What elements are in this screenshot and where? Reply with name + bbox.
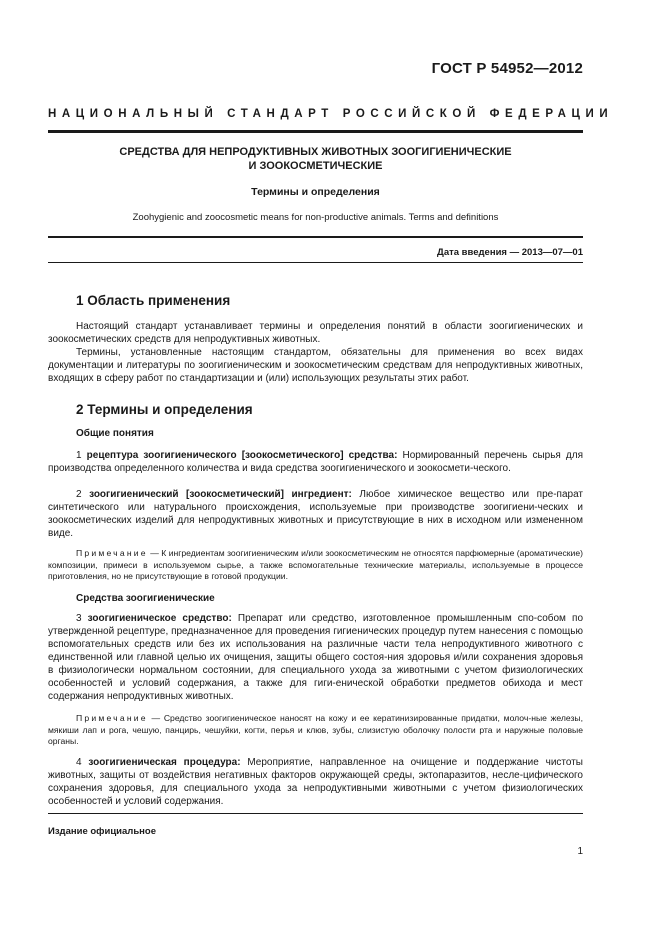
term-1-definition: Нормированный перечень сырья для производства определенного количества и вида средства зоогигиенического и зоокосмети-ческого. [48, 450, 584, 474]
term-1-term: рецептура зоогигиенического [зоокосметического] средства: [86, 450, 398, 461]
document-subtitle: Термины и определения [251, 186, 380, 198]
national-standard-header: НАЦИОНАЛЬНЫЙ СТАНДАРТ РОССИЙСКОЙ ФЕДЕРАЦИИ [48, 108, 614, 120]
term-4-number: 4 [76, 757, 82, 768]
term-4-definition: Мероприятие, направленное на очищение и поддержание чистоты животных, защиты от воздействия негативных факторов окружающей среды, эктопаразитов, несле-цифического сохранения здоровья, для специального ухода за непродуктивными животными с учетом физиологических особенностей и условий содержания. [48, 757, 583, 807]
note-1-label: Примечание [76, 548, 148, 558]
footer-rule [48, 813, 583, 814]
term-2-term: зоогигиенический [зоокосметический] ингредиент: [89, 489, 352, 500]
subsection-zoohygienic-means: Средства зоогигиенические [76, 593, 215, 604]
section-1-heading: 1 Область применения [76, 293, 231, 308]
title-line-2: И ЗООКОСМЕТИЧЕСКИЕ [248, 159, 383, 172]
section-1-paragraph-2: Термины, установленные настоящим стандартом, обязательны для применения во всех видах документации и литературы по зоогигиеническим и зоокосметическим средствам для непродуктивных животных, входящих в сферу работ по стандартизации и (или) использующих результаты этих работ. [48, 347, 583, 384]
gost-number: ГОСТ Р 54952—2012 [431, 60, 583, 77]
section-1-paragraph-1: Настоящий стандарт устанавливает термины и определения понятий в области зоогигиенических и зоокосметических средств для непродуктивных животных. [48, 321, 583, 345]
term-3-number: 3 [76, 613, 82, 624]
date-rule [48, 262, 583, 263]
header-rule [48, 130, 583, 133]
note-2-text: — Средство зоогигиеническое наносят на кожу и ее кератинизированные придатки, молоч-ные железы, мякиши лап и рога, чешую, панцирь, чешуйки, когти, перья и клюв, зубы, слизистую оболочку полости рта и наружные половые органы. [48, 713, 583, 747]
title-line-1: СРЕДСТВА ДЛЯ НЕПРОДУКТИВНЫХ ЖИВОТНЫХ ЗООГИГИЕНИЧЕСКИЕ [119, 146, 512, 158]
english-title: Zoohygienic and zoocosmetic means for non-productive animals. Terms and definitions [132, 212, 499, 223]
term-3-term: зоогигиеническое средство: [87, 613, 232, 624]
page-number: 1 [577, 846, 583, 857]
note-2 [48, 713, 583, 748]
subsection-general-concepts: Общие понятия [76, 428, 154, 439]
note-2-label: Примечание [76, 713, 148, 723]
term-4 [48, 756, 583, 808]
term-3 [48, 612, 583, 703]
section-2-heading: 2 Термины и определения [76, 402, 253, 417]
official-edition-label: Издание официальное [48, 826, 156, 837]
term-4-term: зоогигиеническая процедура: [88, 757, 241, 768]
title-rule [48, 236, 583, 238]
term-1-number: 1 [76, 450, 82, 461]
term-2-definition: Любое химическое вещество или пре-парат синтетического или натурального происхождения, используемые при производстве зоогигиени-ческих и зоокосметических изделий для непродуктивных животных и присутствующие в них в исходном или измененном виде. [48, 489, 583, 539]
note-1 [48, 548, 583, 583]
term-1 [48, 449, 583, 475]
note-1-text: — К ингредиентам зоогигиеническим и/или зоокосметическим не относятся парфюмерные (ароматические) композиции, примеси в используемом сырье, а также вспомогательные технические материалы, используемые в процессе приготовления, но не присутствующие в готовой продукции. [48, 548, 583, 582]
term-3-definition: Препарат или средство, изготовленное промышленным спо-собом по утвержденной рецептуре, предназначенное для проведения гигиенических процедур путем нанесения с помощью вспомогательных средств или без их использования на различные части тела непродуктивного животного с единственной или главной целью их очищения, защиты общего состоя-ния здоровья и/или сохранения здоровья в физиологически нормальном состоянии, для специального ухода за животными с учетом физиологических особенностей и условий содержания, а также для гиги-енической обработки предметов обихода и мест содержания непродуктивных животных. [48, 613, 584, 702]
term-2 [48, 488, 583, 540]
date-of-introduction: Дата введения — 2013—07—01 [437, 247, 583, 258]
term-2-number: 2 [76, 489, 82, 500]
document-title [48, 146, 583, 173]
